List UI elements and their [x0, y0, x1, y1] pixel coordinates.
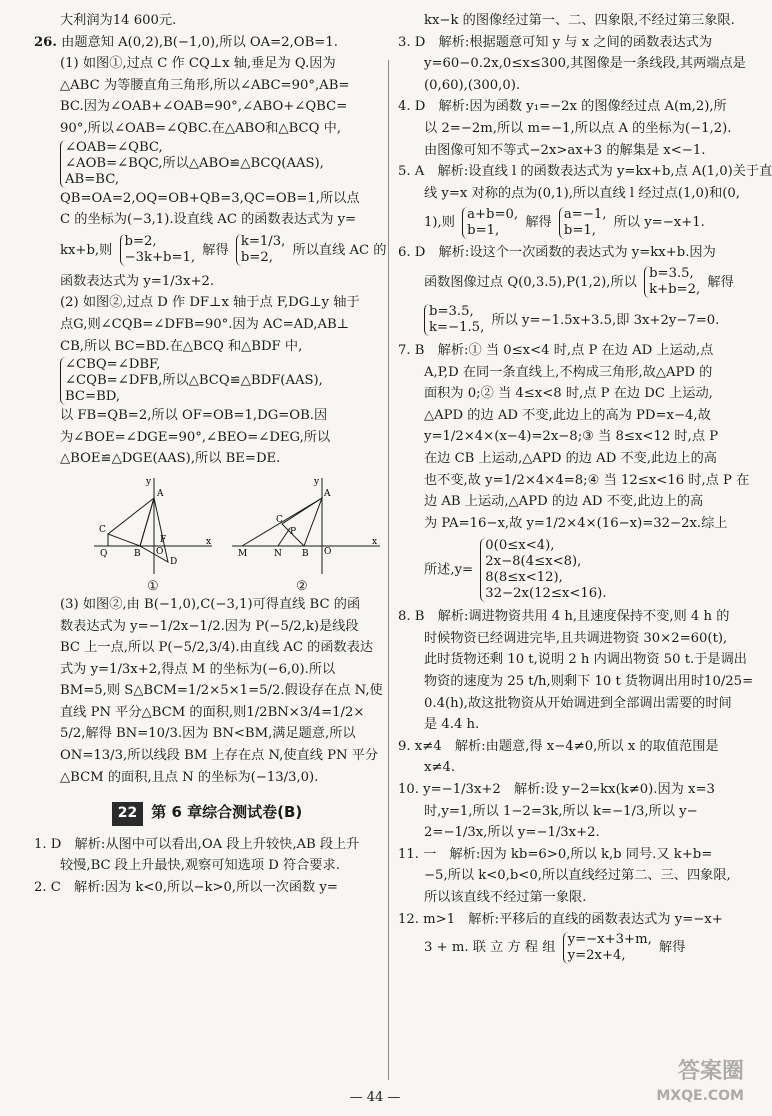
text-line: kx−k 的图像经过第一、二、四象限,不经过第三象限. [424, 13, 735, 28]
text-line: 面积为 0;② 当 4≤x<8 时,点 P 在边 DC 上运动, [424, 386, 713, 402]
text-line: BC 上一点,所以 P(−5/2,3/4).由直线 AC 的函数表达 [60, 640, 374, 656]
piecewise-function [398, 538, 720, 602]
svg-text:O: O [156, 546, 164, 557]
text-line: 也不变,故 y=1/2×4×4=8;④ 当 12≤x<16 时,点 P 在 [424, 472, 750, 488]
text-line: 数表达式为 y=−1/2x−1/2.因为 P(−5/2,k)是线段 [60, 618, 359, 634]
text-line: 3. D 解析:根据题意可知 y 与 x 之间的函数表达式为 [398, 34, 713, 50]
brace-row: ∠CBQ=∠DBF, [65, 357, 161, 373]
question-26 [34, 32, 380, 54]
brace-row: −3k+b=1, [124, 250, 196, 266]
text-fragment: 解得 [525, 215, 552, 231]
text-line: 时候物资已经调进完毕,且共调进物资 30×2=60(t), [424, 630, 728, 646]
case-row: 32−2x(12≤x<16). [485, 586, 607, 602]
text-line: 时,y=1,所以 1−2=3k,所以 k=−1/3,所以 y− [424, 803, 698, 819]
text-line: 由题意知 A(0,2),B(−1,0),所以 OA=2,OB=1. [61, 34, 338, 50]
text-line: 较慢,BC 段上升最快,观察可知选项 D 符合要求. [60, 858, 340, 874]
brace-row: b=3.5, [429, 304, 474, 320]
text-line: BM=5,则 S△BCM=1/2×5×1=5/2.假设存在点 N,使 [60, 683, 383, 699]
text-line: △APD 的边 AD 不变,此边上的高为 PD=x−4,故 [424, 407, 711, 423]
svg-text:x: x [372, 536, 378, 547]
text-line: 1. D 解析:从图中可以看出,OA 段上升较快,AB 段上升 [34, 836, 360, 852]
brace-row: ∠AOB=∠BQC,所以△ABO≌△BCQ(AAS), [65, 155, 324, 171]
figure-1-label: ① [147, 578, 159, 594]
svg-text:A: A [157, 488, 164, 499]
svg-text:O: O [324, 546, 332, 557]
text-line: 2. C 解析:因为 k<0,所以−k>0,所以一次函数 y= [34, 880, 338, 896]
text-line: −5,所以 k<0,b<0,所以直线经过第二、三、四象限, [424, 868, 731, 884]
text-line: CB,所以 BC=BD.在△BCQ 和△BDF 中, [60, 338, 303, 354]
text-line: 为 PA=16−x,故 y=1/2×4×(16−x)=32−2x.综上 [424, 515, 728, 531]
svg-text:y: y [314, 476, 320, 487]
svg-text:D: D [170, 556, 178, 567]
brace-row: b=1, [563, 222, 596, 238]
text-line: 是 4.4 h. [424, 717, 480, 733]
brace-row: a=−1, [563, 206, 607, 222]
text-line: 4. D 解析:因为函数 y₁=−2x 的图像经过点 A(m,2),所 [398, 99, 727, 115]
text-line: y=60−0.2x,0≤x≤300,其图像是一条线段,其两端点是 [424, 56, 746, 72]
brace-row: y=2x+4, [567, 947, 626, 963]
text-line: 为∠BOE=∠DGE=90°,∠BEO=∠DEG,所以 [60, 429, 331, 445]
text-line: 线 y=x 对称的点为(0,1),所以直线 l 经过点(1,0)和(0, [424, 185, 740, 201]
brace-row: AB=BC, [65, 171, 120, 187]
text-line: 6. D 解析:设这个一次函数的表达式为 y=kx+b.因为 [398, 245, 716, 261]
watermark-logo [656, 1060, 744, 1108]
svg-text:B: B [302, 548, 309, 559]
svg-text:B: B [134, 548, 141, 559]
text-fragment: 所述,y= [424, 562, 474, 578]
text-line: 5. A 解析:设直线 l 的函数表达式为 y=kx+b,点 A(1,0)关于直 [398, 164, 772, 180]
page-number: — 44 — [349, 1090, 401, 1105]
text-line: 以 2=−2m,所以 m=−1,所以点 A 的坐标为(−1,2). [424, 120, 732, 136]
text-line: x≠4. [424, 760, 456, 776]
text-line: 边 AB 上运动,△APD 的边 AD 不变,此边上的高 [424, 494, 704, 510]
text-line: 5/2,解得 BN=10/3.因为 BN<BM,满足题意,所以 [60, 726, 356, 742]
equation-line [398, 930, 720, 966]
text-line: 函数表达式为 y=1/3x+2. [60, 273, 215, 289]
text-line: y=1/2×4×(x−4)=2x−8;③ 当 8≤x<12 时,点 P [424, 429, 719, 445]
text-line: 式为 y=1/3x+2,得点 M 的坐标为(−6,0).所以 [60, 661, 336, 677]
equation-line [398, 204, 720, 242]
text-line: 由图像可知不等式−2x>ax+3 的解集是 x<−1. [424, 142, 706, 158]
text-fragment: 解得 [202, 242, 229, 258]
svg-text:C: C [276, 514, 283, 525]
brace-row: b=3.5, [649, 266, 694, 282]
text-line: 0.4(h),故这批物资从开始调进到全部调出需要的时间 [424, 695, 732, 711]
section-badge: 22 [112, 802, 143, 826]
equation-line [398, 302, 720, 340]
svg-text:y: y [146, 476, 152, 487]
text-line: 2=−1/3x,所以 y=−1/3x+2. [424, 825, 600, 841]
text-line: 12. m>1 解析:平移后的直线的函数表达式为 y=−x+ [398, 911, 723, 927]
right-column [398, 10, 772, 966]
text-line: (3) 如图②,由 B(−1,0),C(−3,1)可得直线 BC 的函 [60, 596, 361, 612]
brace-row: ∠OAB=∠QBC, [65, 139, 163, 155]
text-line: C 的坐标为(−3,1).设直线 AC 的函数表达式为 y= [60, 212, 357, 228]
watermark-text: 答案圈 [677, 1059, 744, 1084]
question-number: 26. [34, 34, 57, 50]
svg-text:M: M [238, 548, 248, 559]
text-line: ON=13/3,所以线段 BM 上存在点 N,使直线 PN 平分 [60, 748, 379, 764]
brace-row: b=2, [240, 250, 273, 266]
section-heading [34, 802, 380, 826]
figures [34, 476, 380, 594]
text-line: △BCM 的面积,且点 N 的坐标为(−13/3,0). [60, 769, 319, 785]
text-fragment: kx+b,则 [60, 242, 113, 258]
text-line: 物资的速度为 25 t/h,则剩下 10 t 货物调出用时10/25= [424, 674, 754, 690]
brace-row: ∠CQB=∠DFB,所以△BCQ≌△BDF(AAS), [65, 373, 323, 389]
figure-1-diagram [94, 476, 214, 576]
text-line: A,P,D 在同一条直线上,不构成三角形,故△APD 的 [424, 364, 713, 380]
svg-text:x: x [206, 536, 212, 547]
text-fragment: 解得 [707, 274, 734, 290]
text-line: 9. x≠4 解析:由题意,得 x−4≠0,所以 x 的取值范围是 [398, 738, 719, 754]
text-line: 11. 一 解析:因为 kb=6>0,所以 k,b 同号.又 k+b= [398, 846, 713, 862]
text-fragment: 函数图像过点 Q(0,3.5),P(1,2),所以 [424, 274, 637, 290]
text-fragment: 解得 [659, 940, 686, 956]
svg-text:P: P [290, 526, 297, 537]
brace-system [34, 357, 380, 405]
text-line: (2) 如图②,过点 D 作 DF⊥x 轴于点 F,DG⊥y 轴于 [60, 295, 360, 311]
brace-row: k=1/3, [240, 234, 286, 250]
section-title: 第 6 章综合测试卷(B) [151, 803, 303, 822]
text-line: 直线 PN 平分△BCM 的面积,则1/2BN×3/4=1/2× [60, 704, 365, 720]
brace-row: a+b=0, [467, 206, 519, 222]
svg-text:N: N [274, 548, 282, 559]
text-fragment: 所以 y=−x+1. [613, 215, 705, 231]
text-line: 10. y=−1/3x+2 解析:设 y−2=kx(k≠0).因为 x=3 [398, 782, 715, 798]
equation-line [34, 231, 387, 271]
case-row: 0(0≤x<4), [485, 538, 555, 554]
svg-text:C: C [99, 524, 106, 535]
svg-text:Q: Q [100, 548, 108, 559]
brace-system [34, 140, 380, 188]
figure-2-label: ② [296, 578, 308, 594]
text-line: 在边 CB 上运动,△APD 的边 AD 不变,此边上的高 [424, 450, 717, 466]
left-column [34, 10, 387, 899]
text-line: 90°,所以∠OAB=∠QBC.在△ABO和△BCQ 中, [60, 120, 342, 136]
text-line: 点G,则∠CQB=∠DFB=90°.因为 AC=AD,AB⊥ [60, 316, 350, 332]
brace-row: y=−x+3+m, [567, 931, 652, 947]
svg-text:F: F [160, 534, 167, 545]
brace-row: k+b=2, [649, 282, 701, 298]
text-line: 8. B 解析:调进物资共用 4 h,且速度保持不变,则 4 h 的 [398, 609, 730, 625]
text-line: 7. B 解析:① 当 0≤x<4 时,点 P 在边 AD 上运动,点 [398, 342, 714, 358]
equation-line [398, 264, 734, 302]
text-fragment: 所以直线 AC 的 [292, 242, 387, 258]
text-line: 大利润为14 600元. [60, 13, 177, 28]
svg-text:A: A [324, 488, 331, 499]
text-line: △BOE≌△DGE(AAS),所以 BE=DE. [60, 451, 281, 467]
brace-row: b=2, [124, 234, 157, 250]
text-line: QB=OA=2,OQ=OB+QB=3,QC=OB=1,所以点 [60, 190, 360, 206]
watermark-url: MXQE.COM [656, 1088, 744, 1104]
text-line: (1) 如图①,过点 C 作 CQ⊥x 轴,垂足为 Q.因为 [60, 56, 336, 72]
case-row: 2x−8(4≤x<8), [485, 554, 582, 570]
column-divider [388, 60, 389, 1080]
text-fragment: 1),则 [424, 215, 455, 231]
text-fragment: 3 + m. 联 立 方 程 组 [424, 940, 556, 956]
figure-2-diagram [232, 476, 382, 576]
text-line: 此时货物还剩 10 t,说明 2 h 内调出物资 50 t.于是调出 [424, 652, 747, 668]
text-line: 所以该直线不经过第一象限. [424, 890, 587, 905]
text-line: BC.因为∠OAB+∠OAB=90°,∠ABO+∠QBC= [60, 99, 348, 115]
text-line: △ABC 为等腰直角三角形,所以∠ABC=90°,AB= [60, 77, 350, 93]
case-row: 8(8≤x<12), [485, 570, 563, 586]
brace-row: b=1, [467, 222, 500, 238]
brace-row: k=−1.5, [429, 320, 485, 336]
brace-row: BC=BD, [65, 389, 121, 405]
text-line: 以 FB=QB=2,所以 OF=OB=1,DG=OB.因 [60, 408, 328, 424]
text-fragment: 所以 y=−1.5x+3.5,即 3x+2y−7=0. [491, 312, 720, 328]
text-line: (0,60),(300,0). [424, 77, 521, 93]
